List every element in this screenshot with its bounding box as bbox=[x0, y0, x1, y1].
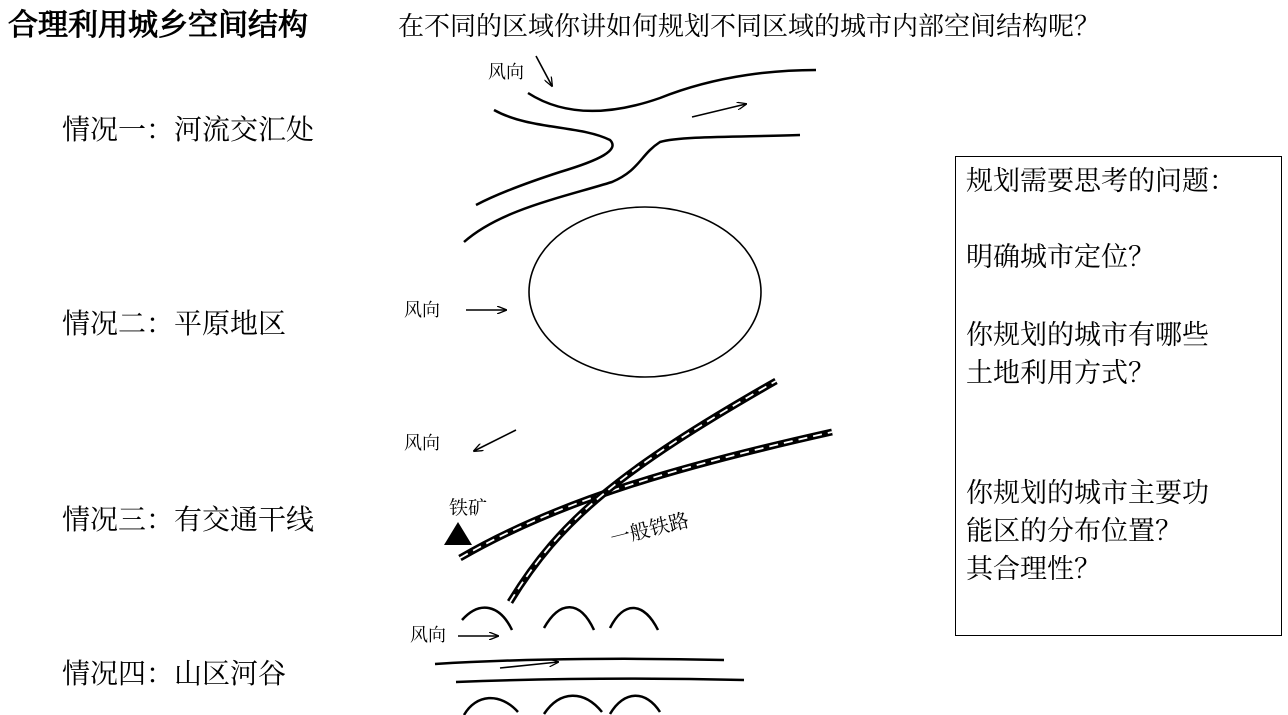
valley-bank-lower bbox=[456, 679, 744, 682]
railway-2-dash bbox=[510, 381, 776, 602]
wind-label-1: 风向 bbox=[488, 62, 524, 83]
question-city-positioning: 明确城市定位？ bbox=[966, 242, 1155, 273]
wind-arrow-3 bbox=[474, 430, 516, 451]
flow-arrow-river bbox=[692, 104, 746, 117]
wind-label-4: 风向 bbox=[410, 625, 446, 646]
mountain-lower-3 bbox=[610, 696, 660, 714]
city-ellipse bbox=[529, 207, 761, 377]
case-traffic-line-label: 情况三：有交通干线 bbox=[62, 503, 315, 536]
river-bank-upper-right bbox=[528, 70, 816, 111]
mountain-valley-drawing bbox=[435, 607, 744, 715]
mountain-upper-2 bbox=[544, 607, 594, 630]
case-plain-label: 情况二：平原地区 bbox=[62, 307, 287, 340]
wind-label-3: 风向 bbox=[404, 433, 440, 454]
page-question: 在不同的区域你讲如何规划不同区域的城市内部空间结构呢？ bbox=[398, 12, 1101, 42]
case-mountain-valley-label: 情况四：山区河谷 bbox=[62, 657, 287, 690]
questions-heading: 规划需要思考的问题： bbox=[966, 166, 1236, 197]
railway-label: 一般铁路 bbox=[607, 507, 692, 551]
railway-2-bed bbox=[510, 381, 776, 602]
question-functional-zones: 你规划的城市主要功 能区的分布位置？ 其合理性？ bbox=[966, 478, 1209, 585]
question-land-use: 你规划的城市有哪些 土地利用方式？ bbox=[966, 320, 1209, 389]
flow-arrow-valley bbox=[500, 662, 558, 668]
wind-arrow-1 bbox=[536, 56, 552, 86]
wind-label-2: 风向 bbox=[404, 300, 440, 321]
river-confluence-drawing bbox=[464, 70, 816, 242]
valley-bank-upper bbox=[435, 659, 724, 664]
planning-questions-box bbox=[955, 156, 1282, 636]
mountain-upper-1 bbox=[462, 608, 512, 630]
river-bank-inner-upper bbox=[476, 110, 613, 205]
page-title: 合理利用城乡空间结构 bbox=[8, 8, 308, 43]
mountain-upper-3 bbox=[610, 608, 658, 630]
mountain-lower-2 bbox=[544, 696, 602, 714]
case-river-confluence-label: 情况一：河流交汇处 bbox=[62, 113, 315, 146]
mountain-lower-1 bbox=[464, 698, 518, 715]
railway-lines bbox=[460, 381, 832, 602]
iron-mine-label: 铁矿 bbox=[449, 497, 488, 519]
iron-mine-triangle-icon bbox=[444, 522, 472, 545]
